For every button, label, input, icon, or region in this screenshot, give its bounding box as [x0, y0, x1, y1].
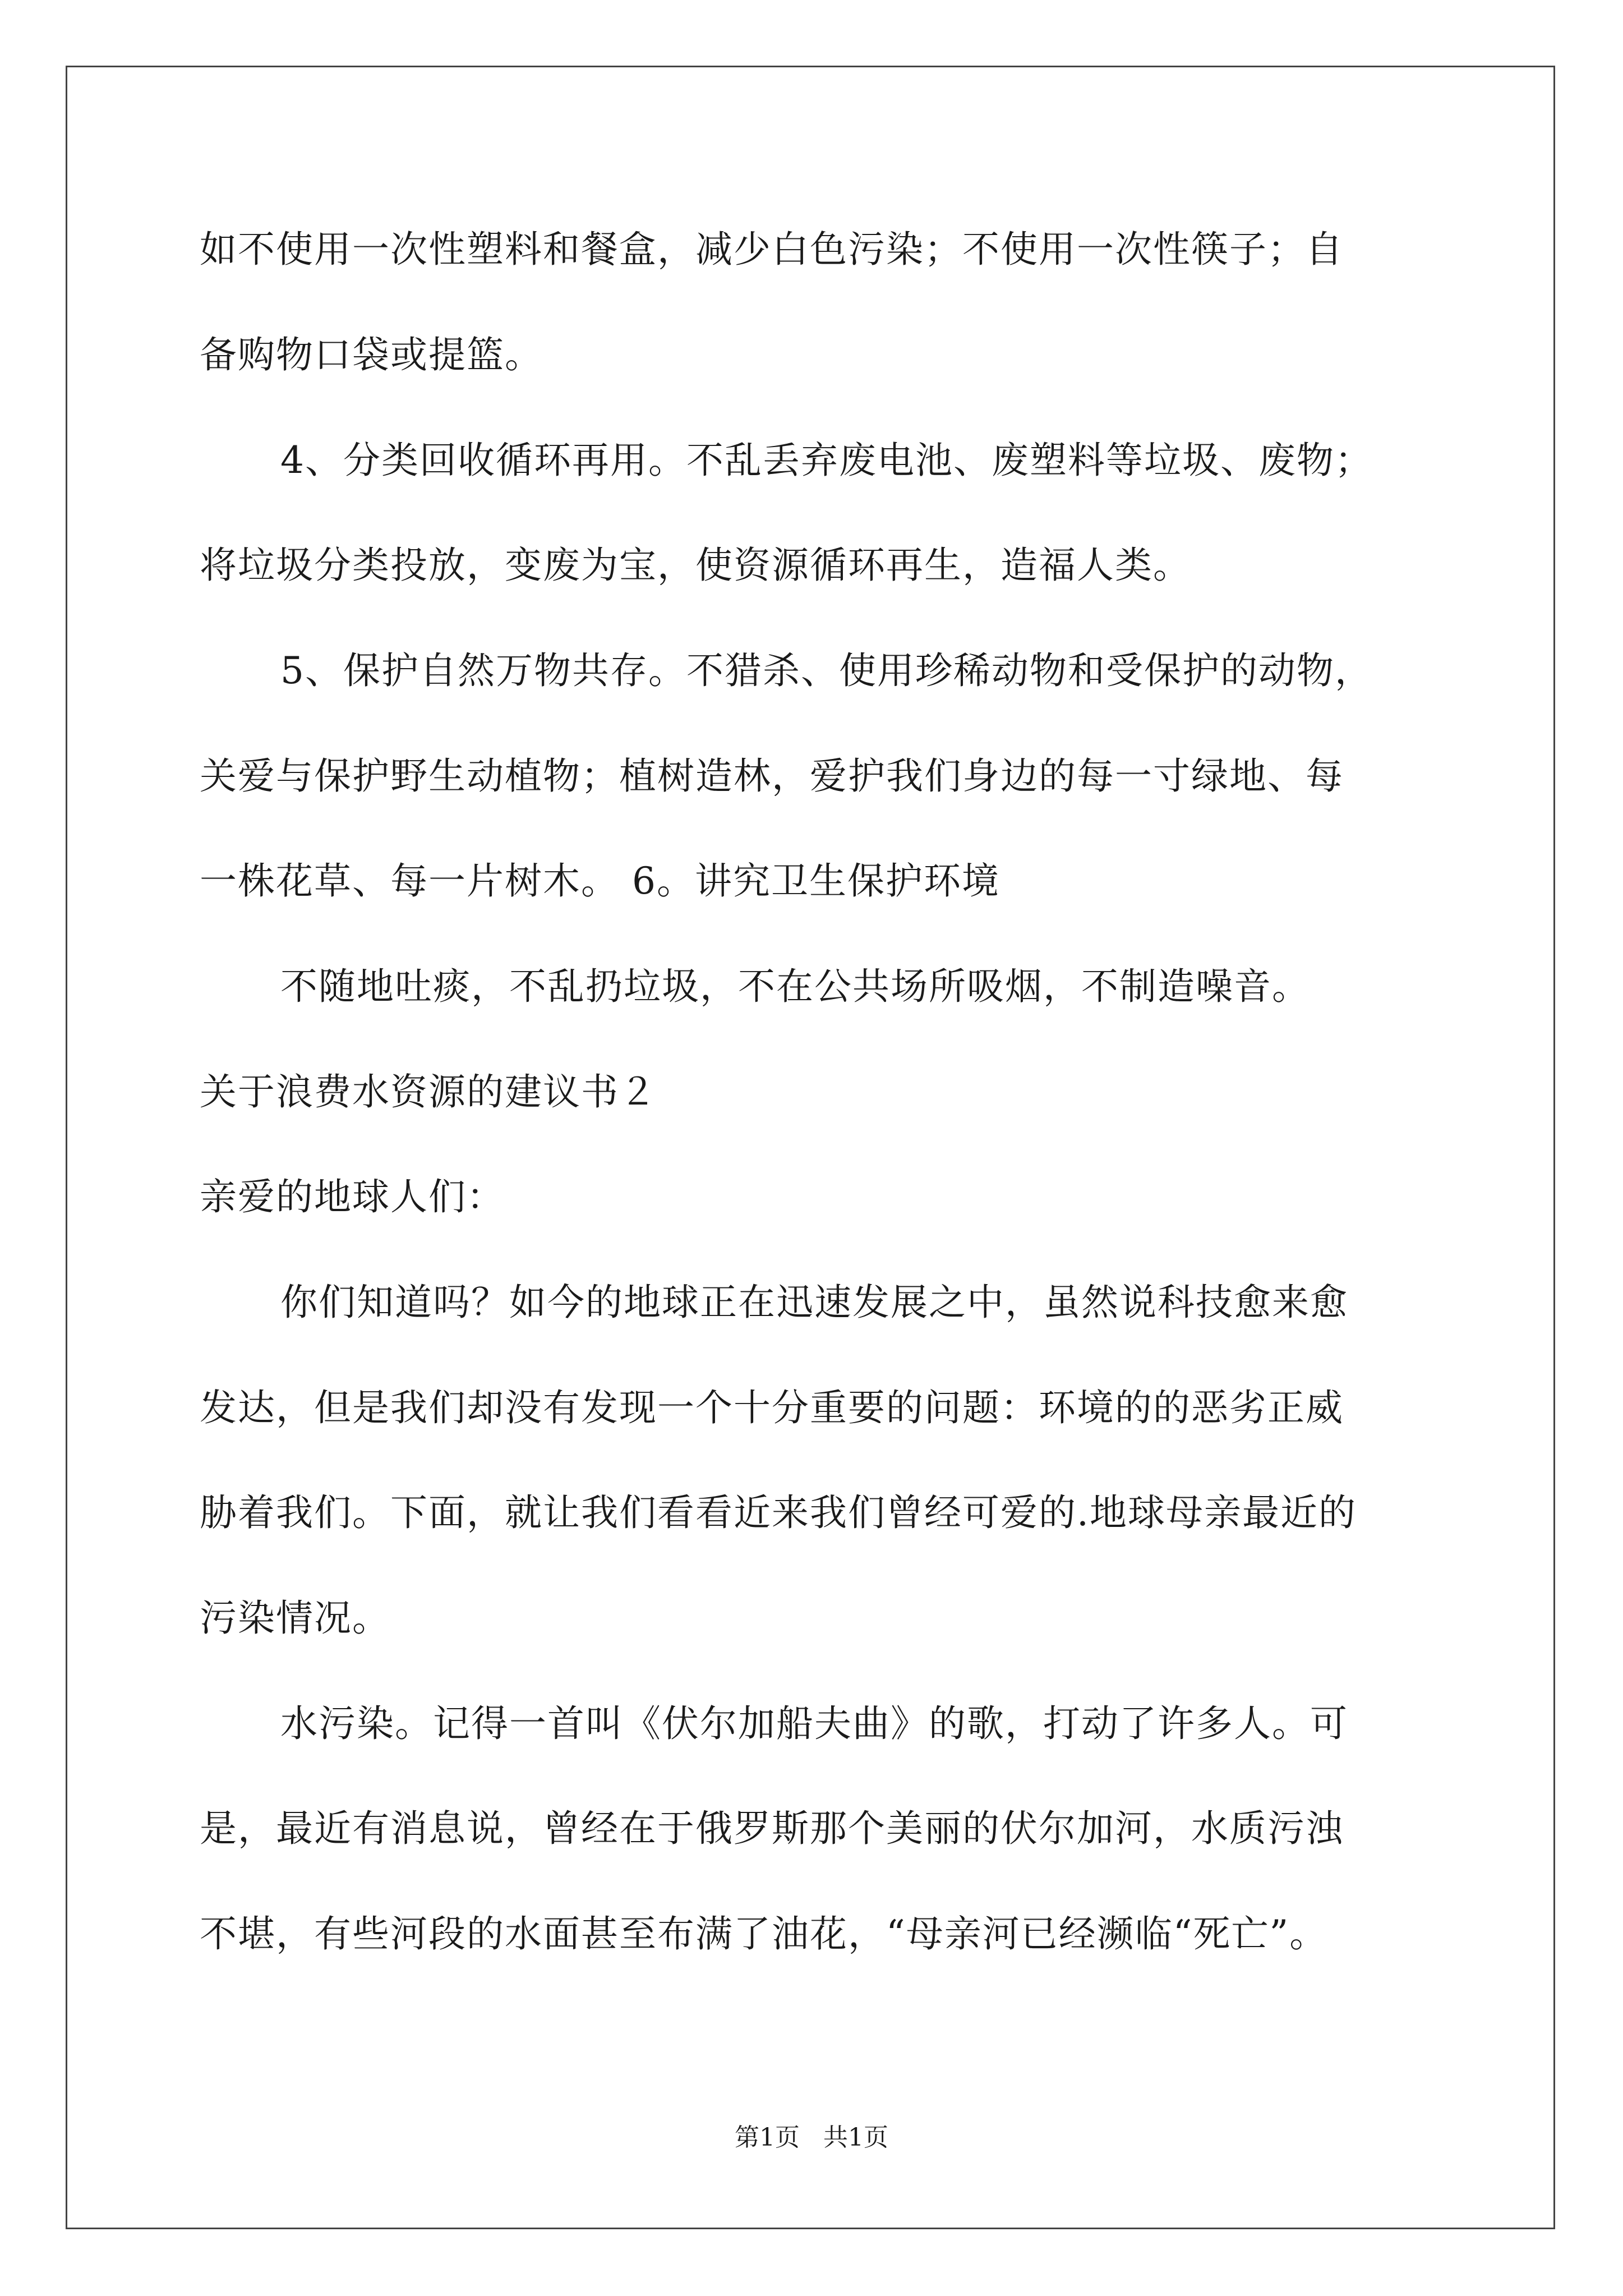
section-heading: 关于浪费水资源的建议书２ [200, 1070, 657, 1114]
text-line: 将垃圾分类投放，变废为宝，使资源循环再生，造福人类。 [200, 544, 1191, 587]
text-line: 水污染。记得一首叫《伏尔加船夫曲》的歌，打动了许多人。可 [280, 1702, 1348, 1745]
text-line: 你们知道吗？如今的地球正在迅速发展之中，虽然说科技愈来愈 [280, 1281, 1348, 1324]
text-line: 5、保护自然万物共存。不猎杀、使用珍稀动物和受保护的动物， [280, 649, 1373, 692]
page-frame [66, 66, 1555, 2229]
page-footer: 第1页 共1页 [735, 2123, 888, 2152]
text-line: 如不使用一次性塑料和餐盒，减少白色污染；不使用一次性筷子；自 [200, 228, 1344, 271]
text-line: 胁着我们。下面，就让我们看看近来我们曾经可爱的.地球母亲最近的 [200, 1491, 1357, 1534]
text-line: 污染情况。 [200, 1596, 390, 1640]
text-line: 关爱与保护野生动植物；植树造林，爱护我们身边的每一寸绿地、每 [200, 754, 1344, 798]
text-line: 4、分类回收循环再用。不乱丢弃废电池、废塑料等垃圾、废物； [280, 439, 1373, 482]
text-line: 不堪，有些河段的水面甚至布满了油花，“母亲河已经濒临“死亡”。 [200, 1912, 1328, 1955]
text-line: 不随地吐痰，不乱扔垃圾，不在公共场所吸烟，不制造噪音。 [280, 965, 1310, 1008]
text-line: 发达，但是我们却没有发现一个十分重要的问题：环境的的恶劣正威 [200, 1386, 1344, 1429]
salutation: 亲爱的地球人们： [200, 1175, 505, 1218]
text-line: 备购物口袋或提篮。 [200, 333, 543, 376]
text-line: 是，最近有消息说，曾经在于俄罗斯那个美丽的伏尔加河，水质污浊 [200, 1807, 1344, 1850]
text-line: 一株花草、每一片树木。 6。讲究卫生保护环境 [200, 859, 1000, 903]
